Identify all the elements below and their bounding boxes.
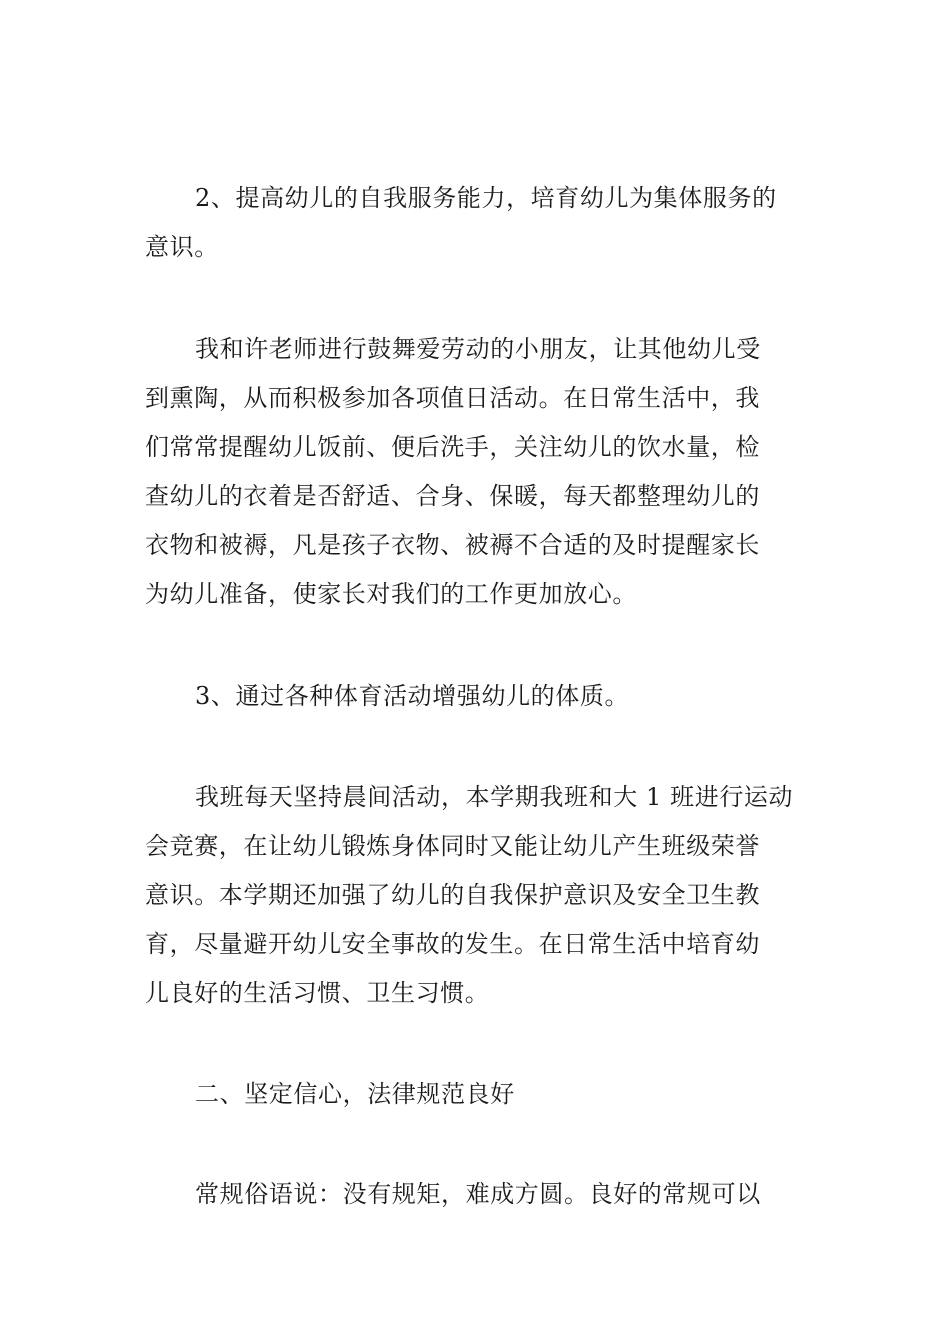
paragraph-item-2 bbox=[145, 174, 809, 272]
text-line: 常规俗语说：没有规矩，难成方圆。良好的常规可以 bbox=[195, 1180, 761, 1208]
paragraph-labor-encouragement bbox=[145, 325, 809, 619]
paragraph-routine-rules bbox=[145, 1170, 809, 1219]
text-line: 衣物和被褥，凡是孩子衣物、被褥不合适的及时提醒家长 bbox=[145, 531, 760, 559]
paragraph-item-3 bbox=[145, 672, 809, 721]
text-line: 3、通过各种体育活动增强幼儿的体质。 bbox=[195, 682, 630, 710]
text-line: 育，尽量避开幼儿安全事故的发生。在日常生活中培育幼 bbox=[145, 930, 760, 958]
section-heading-two bbox=[145, 1070, 809, 1119]
text-line: 们常常提醒幼儿饭前、便后洗手，关注幼儿的饮水量，检 bbox=[145, 433, 760, 461]
text-line: 会竞赛，在让幼儿锻炼身体同时又能让幼儿产生班级荣誉 bbox=[145, 832, 760, 860]
text-line: 二、坚定信心，法律规范良好 bbox=[195, 1080, 515, 1108]
text-line: 儿良好的生活习惯、卫生习惯。 bbox=[145, 979, 490, 1007]
text-line: 为幼儿准备，使家长对我们的工作更加放心。 bbox=[145, 580, 637, 608]
text-line: 到熏陶，从而积极参加各项值日活动。在日常生活中，我 bbox=[145, 384, 760, 412]
paragraph-morning-activities bbox=[145, 773, 809, 1018]
text-line: 意识。 bbox=[145, 233, 219, 261]
text-line: 查幼儿的衣着是否舒适、合身、保暖，每天都整理幼儿的 bbox=[145, 482, 760, 510]
text-line: 我和许老师进行鼓舞爱劳动的小朋友，让其他幼儿受 bbox=[195, 335, 761, 363]
text-line: 意识。本学期还加强了幼儿的自我保护意识及安全卫生教 bbox=[145, 881, 760, 909]
text-line: 我班每天坚持晨间活动，本学期我班和大 1 班进行运动 bbox=[195, 783, 794, 811]
text-line: 2、提高幼儿的自我服务能力，培育幼儿为集体服务的 bbox=[195, 184, 777, 212]
